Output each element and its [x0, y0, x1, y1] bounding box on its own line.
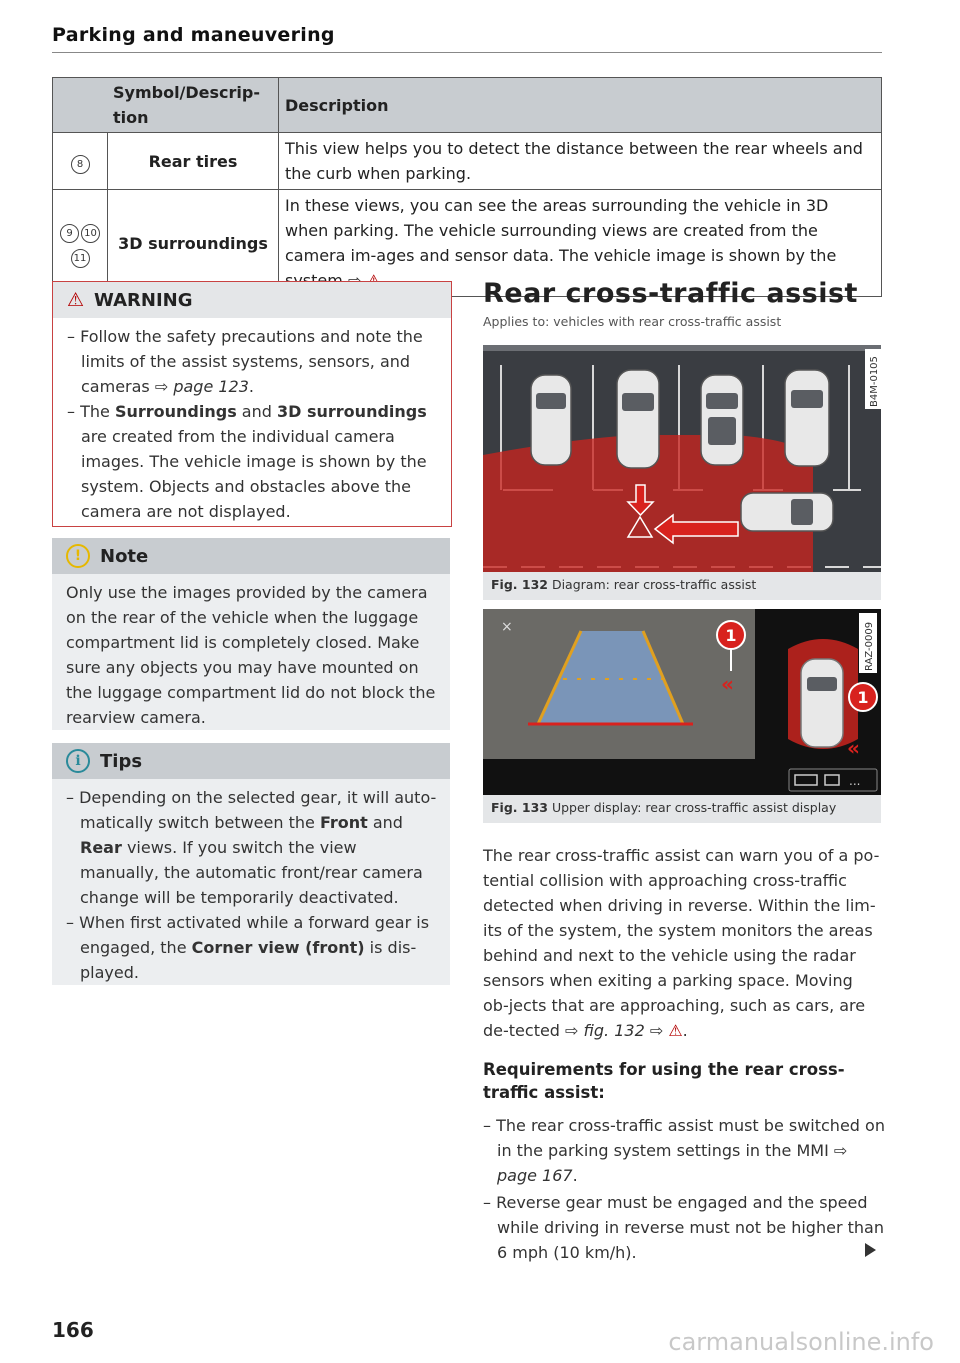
requirement-item: – Reverse gear must be engaged and the speed while driving in reverse must not be higher than 6 mph (10 km/h). [483, 1190, 885, 1265]
svg-text:«: « [721, 672, 734, 696]
warning-item: – Follow the safety precautions and note the limits of the assist systems, sensors, and cameras ⇨ page 123. [67, 324, 439, 399]
row-number-cell [53, 133, 108, 190]
note-box [52, 538, 450, 730]
close-icon: × [501, 619, 513, 635]
tips-title: Tips [100, 750, 143, 772]
figure-133 [483, 609, 881, 823]
svg-text:«: « [847, 736, 860, 760]
figure-label: Fig. 132 [491, 577, 548, 592]
figure-code: B4M-0105 [869, 356, 880, 407]
number-badge: 11 [71, 249, 90, 268]
figure-label: Fig. 133 [491, 800, 548, 815]
row-description: This view helps you to detect the distance between the rear wheels and the curb when parking. [279, 133, 882, 190]
note-icon: ! [66, 544, 90, 568]
figure-132-caption [483, 572, 881, 600]
tips-body [52, 779, 450, 993]
rear-camera-display [483, 609, 881, 795]
section-title: Parking and maneuvering [52, 24, 335, 46]
warning-title: WARNING [94, 289, 193, 311]
requirements-list [483, 1113, 885, 1265]
figure-caption-text: Upper display: rear cross-traffic assist display [551, 800, 837, 815]
figure-133-caption [483, 795, 881, 823]
number-badge: 10 [81, 224, 100, 243]
warning-icon: ⚠ [67, 289, 85, 311]
number-badge: 8 [71, 155, 90, 174]
figure-caption-text: Diagram: rear cross-traffic assist [551, 577, 757, 592]
symbol-table [52, 77, 882, 297]
warning-header [53, 282, 451, 318]
page-number: 166 [52, 1318, 94, 1342]
tips-item: – When first activated while a forward gear is engaged, the Corner view (front) is dis-played. [66, 910, 438, 985]
table-header-row [53, 78, 882, 133]
menu-icon: ... [849, 774, 861, 788]
figure-code: RAZ-0009 [864, 621, 875, 671]
note-title: Note [100, 545, 149, 567]
row-name: 3D surroundings [108, 190, 279, 297]
title-divider [52, 52, 882, 53]
info-icon: i [66, 749, 90, 773]
tips-box [52, 743, 450, 985]
requirement-item: – The rear cross-traffic assist must be switched on in the parking system settings in the MMI ⇨ page 167. [483, 1113, 885, 1188]
note-text: Only use the images provided by the camera on the rear of the vehicle when the luggage compartment lid is completely closed. Make sure any objects you may have mounted on the luggage compartment lid do not block the rearview camera. [66, 583, 436, 727]
number-badge: 9 [60, 224, 79, 243]
header-description: Description [279, 78, 882, 133]
warning-box [52, 281, 452, 527]
rear-cross-traffic-diagram [483, 345, 881, 572]
applies-to: Applies to: vehicles with rear cross-traffic assist [483, 314, 782, 329]
row-description: In these views, you can see the areas surrounding the vehicle in 3D when parking. The vehicle surrounding views are created from the camera im-ages and sensor data. The vehicle image is shown by the [279, 190, 882, 297]
requirements-heading: Requirements for using the rear cross-traffic assist: [483, 1060, 845, 1102]
continue-arrow-icon [865, 1243, 876, 1257]
marker-badge: 1 [857, 688, 869, 707]
tips-item: – Depending on the selected gear, it will auto-matically switch between the Front and Rear views. If you switch the view manually, the automatic front/rear camera change will be temporarily deactivated. [66, 785, 438, 910]
figure-132 [483, 345, 881, 600]
row-name: Rear tires [108, 133, 279, 190]
header-symbol: Symbol/Descrip- tion [53, 78, 279, 133]
watermark: carmanualsonline.info [668, 1328, 934, 1356]
warning-body [53, 318, 451, 532]
note-header [52, 538, 450, 574]
table-row [53, 133, 882, 190]
warning-item: – The Surroundings and 3D surroundings are created from the individual camera images. The vehicle image is shown by the system. Objects and obstacles above the camera are not displayed. [67, 399, 439, 524]
body-paragraph: The rear cross-traffic assist can warn you of a po-tential collision with approaching cross-traffic detected when driving in reverse. Within the lim-its of the system, the system monitors the areas behind and next to the vehicle using the radar sensors when exiting a parking space. Moving ob-jects that are approaching, such as cars, are de-tected ⇨ fig. 132 ⇨ ⚠. [483, 846, 880, 1040]
main-heading: Rear cross-traffic assist [483, 278, 858, 309]
marker-badge: 1 [725, 626, 737, 645]
tips-header [52, 743, 450, 779]
